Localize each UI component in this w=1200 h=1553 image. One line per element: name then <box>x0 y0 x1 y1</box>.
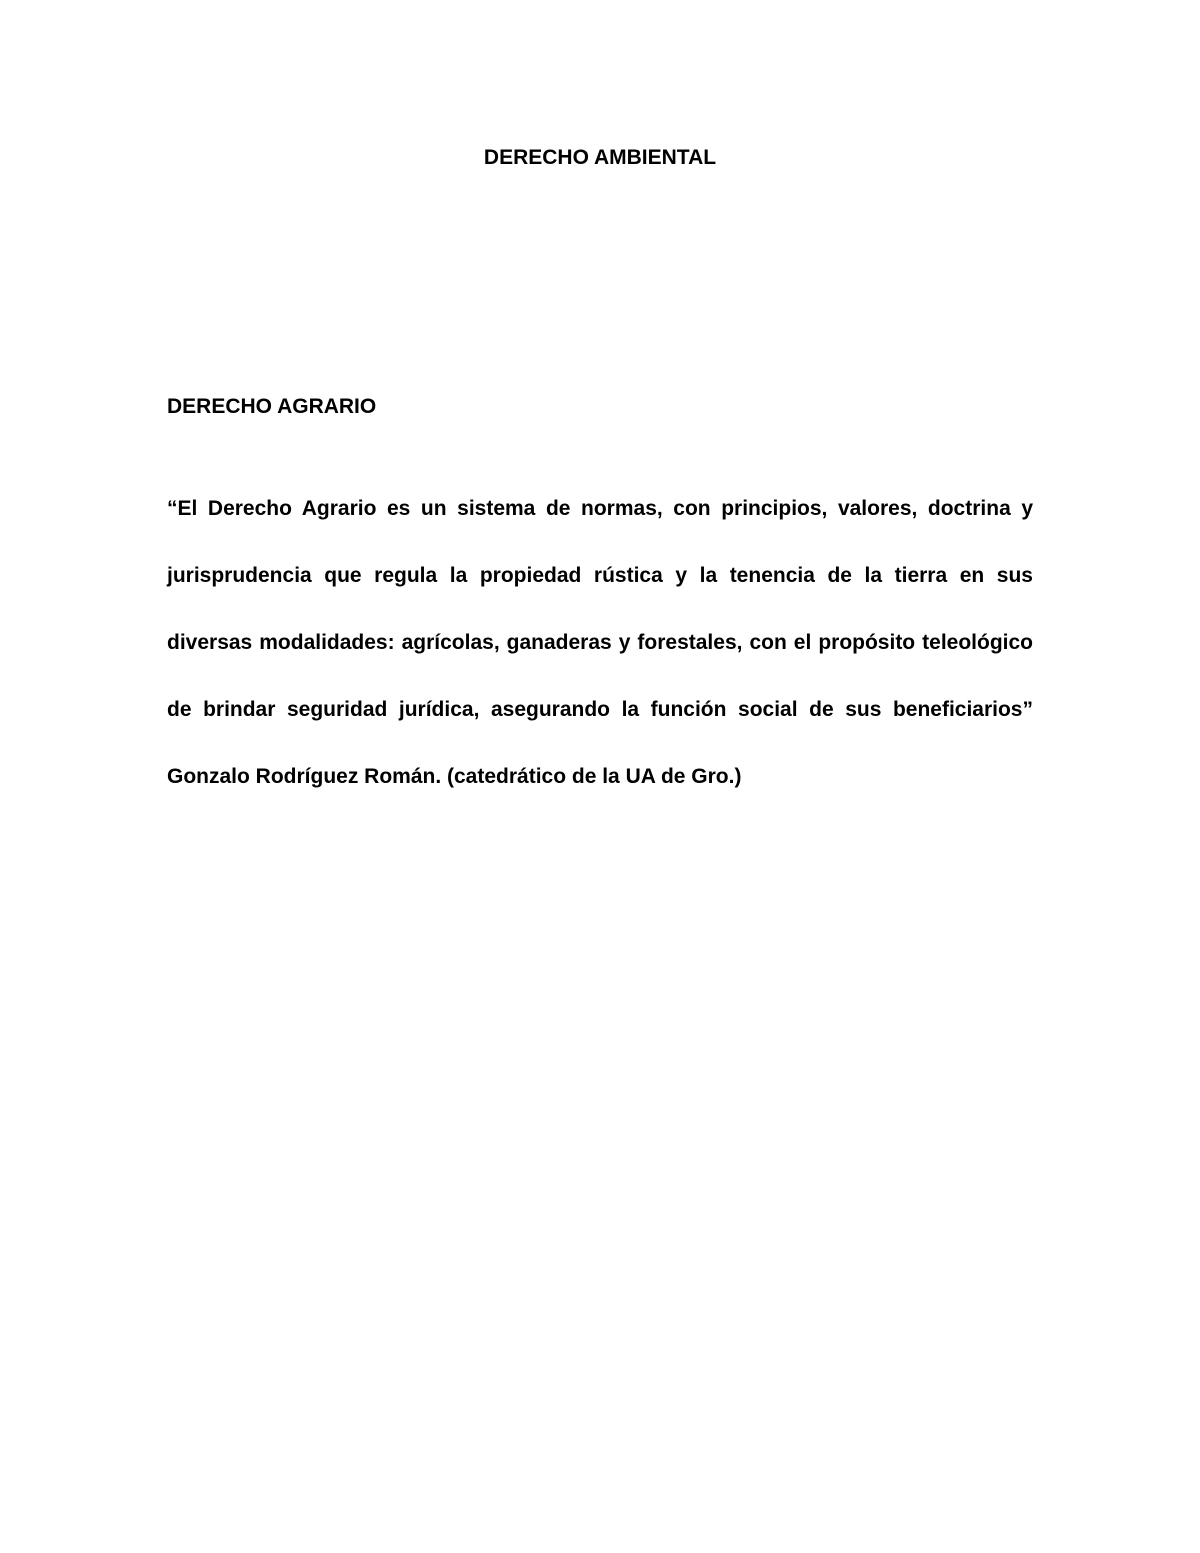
document-title: DERECHO AMBIENTAL <box>483 146 717 169</box>
body-paragraph: “El Derecho Agrario es un sistema de normas, con principios, valores, doctrina y jurisprudencia que regula la propiedad rústica y la tenencia de la tierra en sus diversas modalidades: agrícolas, ganaderas y forestales, con el propósito teleológico de brindar seguridad jurídica, asegurando la función social de sus beneficiarios” Gonzalo Rodríguez Román. (catedrático de la UA de Gro.) <box>167 497 1033 788</box>
section-heading: DERECHO AGRARIO <box>167 395 377 418</box>
